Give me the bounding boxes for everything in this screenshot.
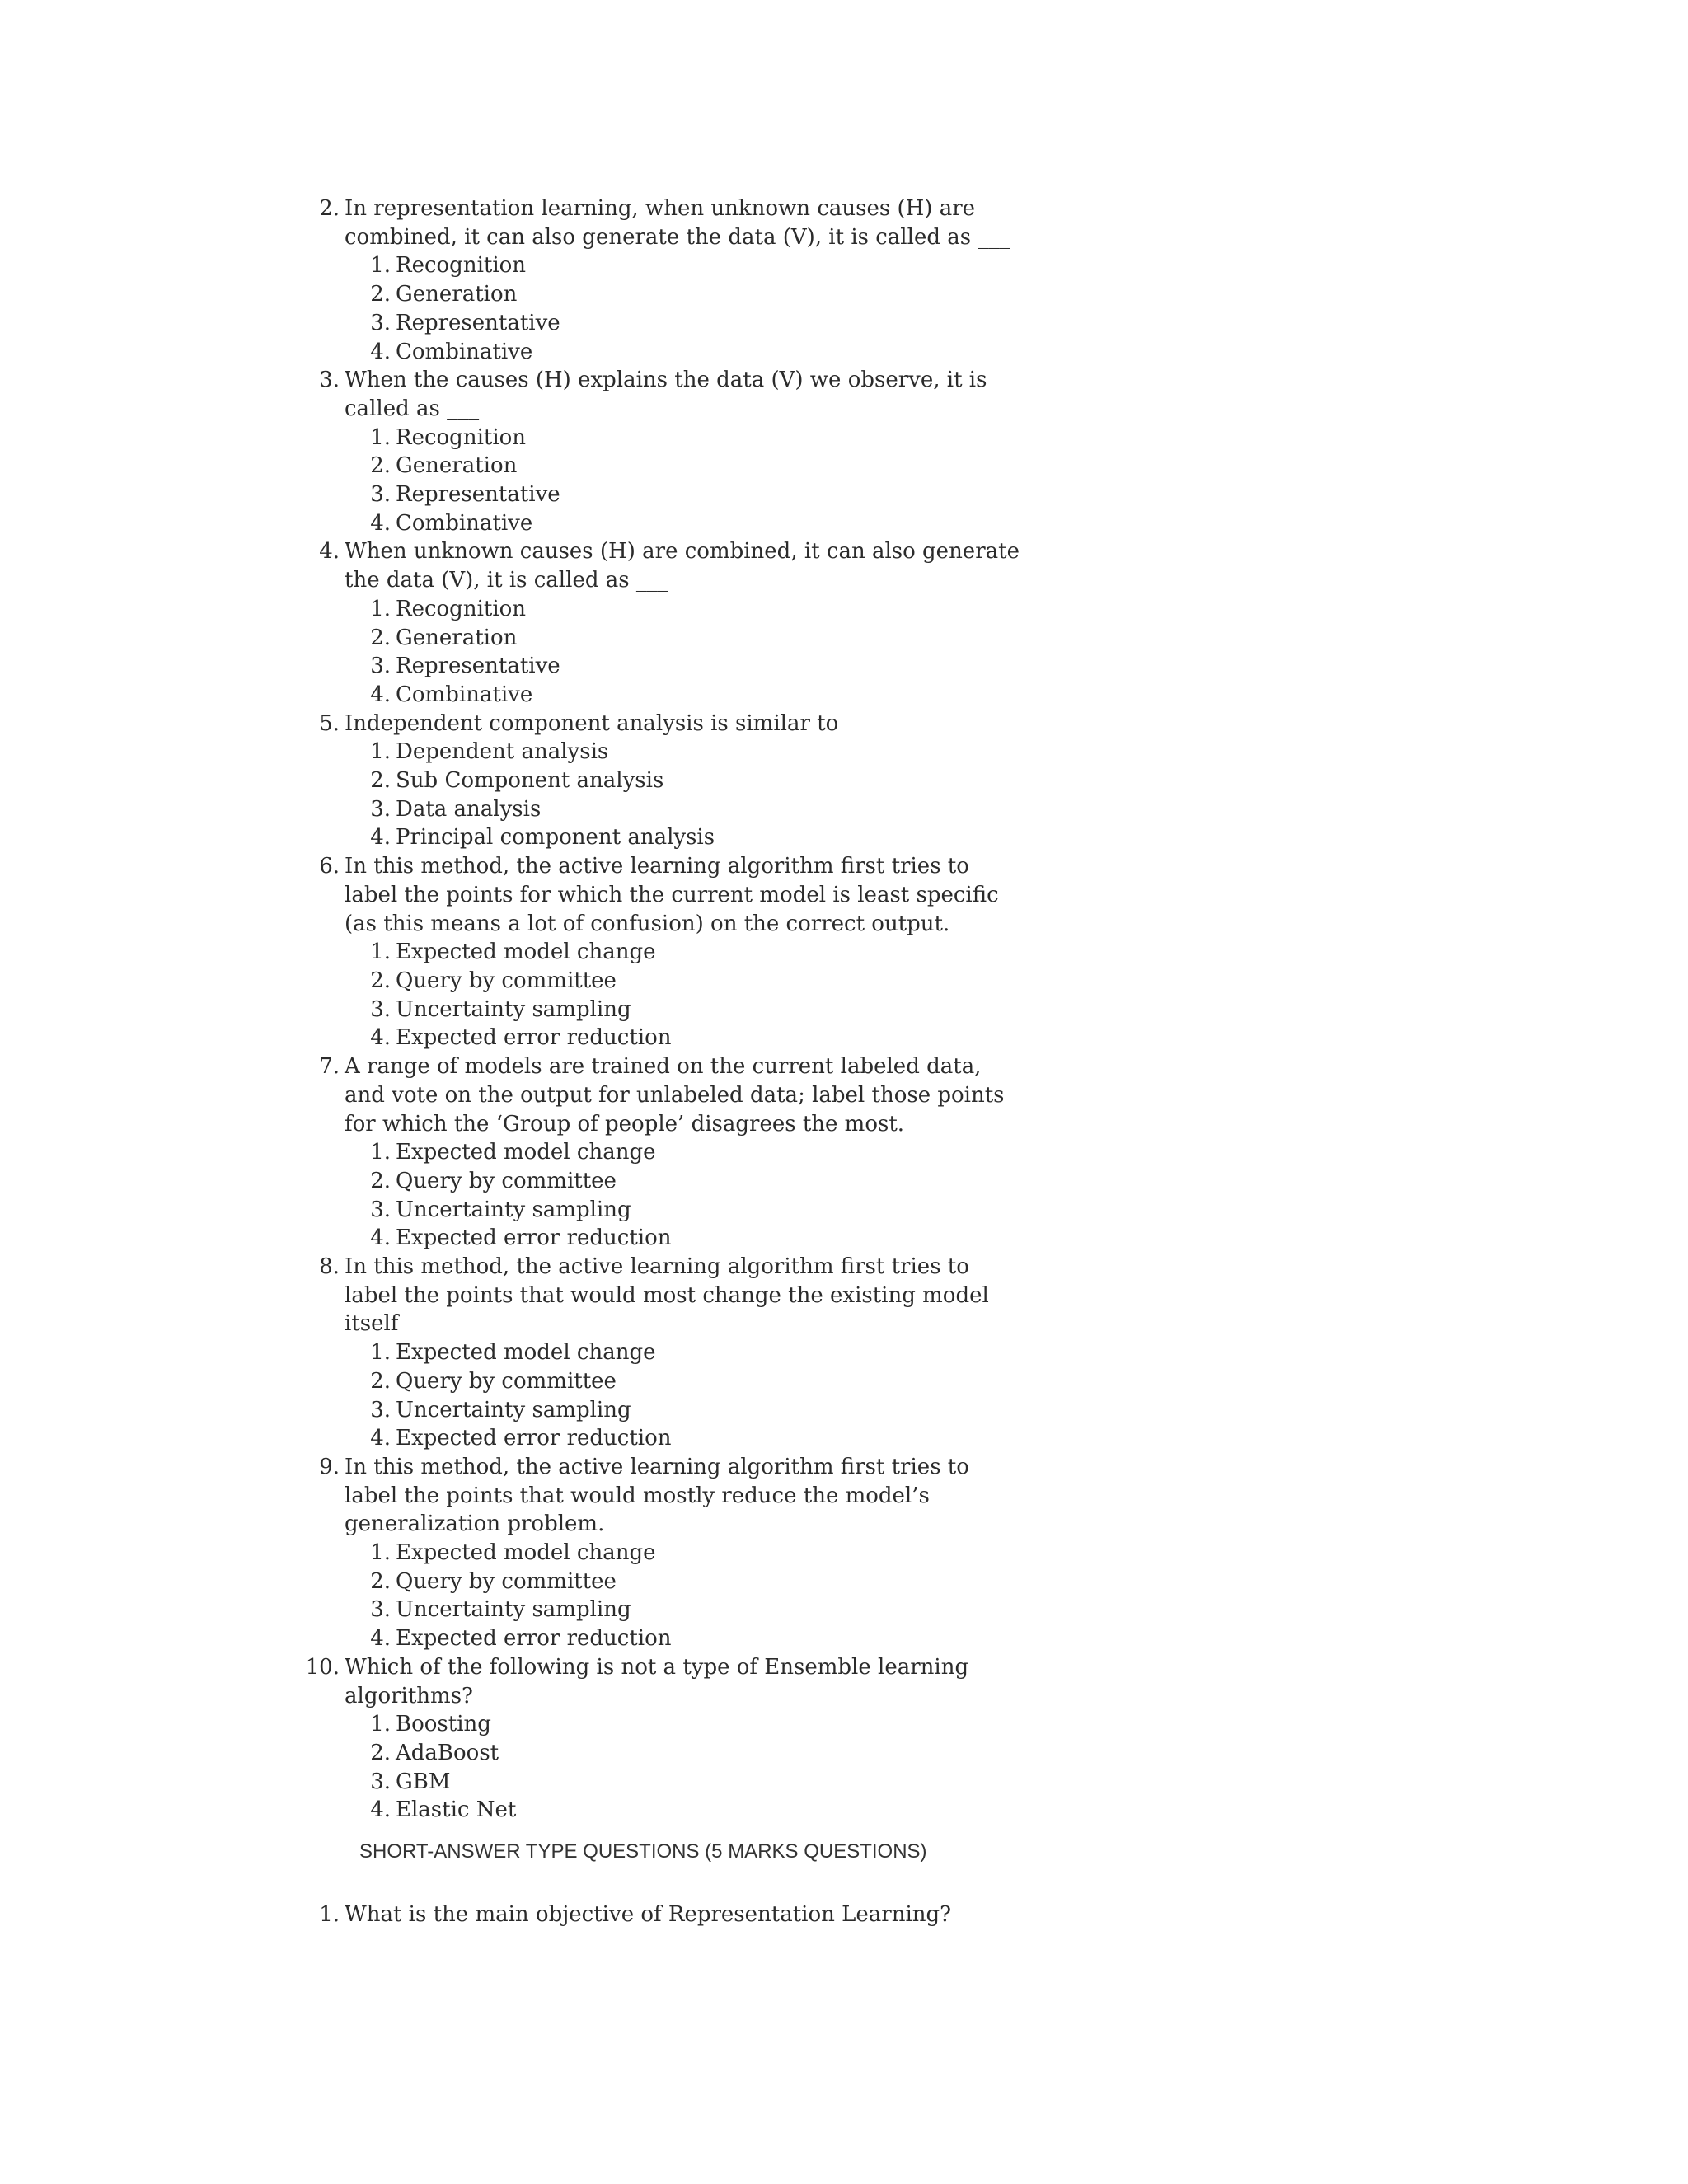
option-number: 4. bbox=[370, 825, 391, 851]
option-text: Recognition bbox=[396, 596, 527, 621]
question-item bbox=[319, 852, 1020, 1052]
option-item bbox=[370, 1196, 1020, 1225]
option-text: GBM bbox=[396, 1769, 451, 1794]
option-text: Representative bbox=[396, 654, 560, 679]
option-text: Combinative bbox=[396, 339, 533, 364]
option-number: 3. bbox=[370, 1397, 391, 1422]
option-item bbox=[370, 509, 1020, 538]
option-text: Expected error reduction bbox=[396, 1025, 672, 1051]
option-text: Query by committee bbox=[396, 968, 617, 993]
option-number: 2. bbox=[370, 1740, 391, 1765]
option-list bbox=[345, 938, 1020, 1052]
question-item bbox=[305, 1653, 1020, 1825]
question-text: Which of the following is not a type of Ensemble learning algorithms? bbox=[345, 1654, 969, 1708]
option-number: 3. bbox=[370, 996, 391, 1022]
question-item bbox=[319, 1453, 1020, 1653]
option-item bbox=[370, 338, 1020, 367]
option-number: 3. bbox=[370, 482, 391, 508]
option-item bbox=[370, 938, 1020, 967]
option-text: Expected model change bbox=[396, 1340, 656, 1366]
option-item bbox=[370, 738, 1020, 766]
option-number: 3. bbox=[370, 796, 391, 822]
option-number: 3. bbox=[370, 1597, 391, 1623]
option-number: 4. bbox=[370, 510, 391, 536]
option-number: 1. bbox=[370, 1340, 391, 1366]
option-text: Uncertainty sampling bbox=[396, 1397, 631, 1422]
question-text: In representation learning, when unknown causes (H) are combined, it can also generate the data (V), it is called as ___ bbox=[345, 196, 1010, 250]
option-item bbox=[370, 823, 1020, 852]
option-text: Uncertainty sampling bbox=[396, 996, 631, 1022]
option-item bbox=[370, 996, 1020, 1024]
question-item bbox=[319, 366, 1020, 537]
option-list bbox=[345, 424, 1020, 538]
question-number: 9. bbox=[319, 1454, 340, 1479]
option-number: 4. bbox=[370, 1797, 391, 1823]
option-list bbox=[345, 1138, 1020, 1253]
option-text: Expected error reduction bbox=[396, 1626, 672, 1652]
option-text: Generation bbox=[396, 453, 518, 479]
option-item bbox=[370, 1796, 1020, 1825]
option-item bbox=[370, 424, 1020, 452]
question-item bbox=[319, 1052, 1020, 1253]
question-number: 6. bbox=[319, 854, 340, 879]
option-text: Representative bbox=[396, 310, 560, 335]
option-item bbox=[370, 967, 1020, 996]
question-text: When unknown causes (H) are combined, it can also generate the data (V), it is called as ___ bbox=[345, 539, 1020, 593]
option-item bbox=[370, 1424, 1020, 1453]
option-text: Elastic Net bbox=[396, 1797, 517, 1823]
question-text: In this method, the active learning algorithm first tries to label the points for which the current model is least specific (as this means a lot of confusion) on the correct output. bbox=[345, 854, 999, 936]
option-text: Representative bbox=[396, 482, 560, 508]
option-text: Generation bbox=[396, 625, 518, 650]
option-number: 4. bbox=[370, 339, 391, 364]
option-text: Expected model change bbox=[396, 940, 656, 965]
option-number: 4. bbox=[370, 682, 391, 707]
question-number: 4. bbox=[319, 539, 340, 565]
question-number: 5. bbox=[319, 710, 340, 736]
option-number: 1. bbox=[370, 739, 391, 765]
option-text: Uncertainty sampling bbox=[396, 1197, 631, 1222]
option-item bbox=[370, 1396, 1020, 1425]
option-item bbox=[370, 595, 1020, 624]
option-list bbox=[345, 251, 1020, 366]
question-text: In this method, the active learning algorithm first tries to label the points that would most change the existing model itself bbox=[345, 1254, 989, 1337]
option-text: Generation bbox=[396, 282, 518, 307]
option-number: 1. bbox=[370, 940, 391, 965]
option-list bbox=[345, 1710, 1020, 1825]
question-number: 2. bbox=[319, 196, 340, 221]
option-item bbox=[370, 1568, 1020, 1596]
option-number: 3. bbox=[370, 310, 391, 335]
option-item bbox=[370, 251, 1020, 280]
option-number: 2. bbox=[370, 453, 391, 479]
option-number: 1. bbox=[370, 1140, 391, 1165]
option-list bbox=[345, 595, 1020, 710]
option-number: 2. bbox=[370, 1568, 391, 1594]
option-list bbox=[345, 738, 1020, 852]
option-number: 1. bbox=[370, 1712, 391, 1737]
option-number: 4. bbox=[370, 1025, 391, 1051]
option-item bbox=[370, 1224, 1020, 1253]
option-item bbox=[370, 624, 1020, 653]
option-text: Principal component analysis bbox=[396, 825, 715, 851]
question-item bbox=[319, 1253, 1020, 1453]
option-item bbox=[370, 480, 1020, 509]
short-answer-question-list bbox=[319, 1900, 1020, 1929]
question-number: 7. bbox=[319, 1054, 340, 1080]
option-text: Query by committee bbox=[396, 1368, 617, 1394]
question-text: When the causes (H) explains the data (V) we observe, it is called as ___ bbox=[345, 368, 987, 421]
option-item bbox=[370, 766, 1020, 795]
option-number: 1. bbox=[370, 596, 391, 621]
question-text: A range of models are trained on the current labeled data, and vote on the output for unlabeled data; label those points for which the ‘Group of people’ disagrees the most. bbox=[345, 1054, 1005, 1137]
question-item bbox=[319, 710, 1020, 853]
option-number: 2. bbox=[370, 1168, 391, 1193]
option-item bbox=[370, 1338, 1020, 1367]
question-number: 1. bbox=[319, 1902, 340, 1927]
option-text: Data analysis bbox=[396, 796, 542, 822]
option-text: Expected error reduction bbox=[396, 1426, 672, 1451]
option-item bbox=[370, 452, 1020, 480]
option-item bbox=[370, 1739, 1020, 1768]
option-number: 4. bbox=[370, 1226, 391, 1251]
question-number: 3. bbox=[319, 368, 340, 393]
option-text: Sub Component analysis bbox=[396, 768, 664, 794]
option-number: 3. bbox=[370, 1197, 391, 1222]
option-text: Recognition bbox=[396, 253, 527, 279]
option-item bbox=[370, 1138, 1020, 1167]
question-item bbox=[319, 1900, 1020, 1929]
option-number: 3. bbox=[370, 654, 391, 679]
option-number: 4. bbox=[370, 1626, 391, 1652]
option-text: AdaBoost bbox=[396, 1740, 499, 1765]
option-item bbox=[370, 1624, 1020, 1653]
option-text: Recognition bbox=[396, 424, 527, 450]
question-text: What is the main objective of Representation Learning? bbox=[345, 1902, 952, 1927]
option-item bbox=[370, 652, 1020, 681]
option-item bbox=[370, 280, 1020, 309]
section-heading: SHORT-ANSWER TYPE QUESTIONS (5 MARKS QUESTIONS) bbox=[359, 1840, 927, 1863]
option-number: 1. bbox=[370, 253, 391, 279]
question-number: 8. bbox=[319, 1254, 340, 1280]
option-list bbox=[345, 1338, 1020, 1453]
option-item bbox=[370, 1367, 1020, 1396]
question-item bbox=[319, 194, 1020, 366]
option-number: 3. bbox=[370, 1769, 391, 1794]
option-item bbox=[370, 795, 1020, 824]
option-item bbox=[370, 1167, 1020, 1196]
question-text: Independent component analysis is similar to bbox=[345, 710, 839, 736]
option-number: 1. bbox=[370, 424, 391, 450]
option-text: Combinative bbox=[396, 510, 533, 536]
option-number: 2. bbox=[370, 1368, 391, 1394]
option-text: Combinative bbox=[396, 682, 533, 707]
option-number: 2. bbox=[370, 282, 391, 307]
option-text: Expected model change bbox=[396, 1540, 656, 1566]
option-number: 4. bbox=[370, 1426, 391, 1451]
option-text: Query by committee bbox=[396, 1168, 617, 1193]
option-item bbox=[370, 1024, 1020, 1052]
option-item bbox=[370, 1768, 1020, 1797]
option-item bbox=[370, 1539, 1020, 1568]
option-text: Dependent analysis bbox=[396, 739, 609, 765]
option-number: 2. bbox=[370, 968, 391, 993]
option-text: Expected error reduction bbox=[396, 1226, 672, 1251]
option-item bbox=[370, 1596, 1020, 1624]
option-text: Boosting bbox=[396, 1712, 491, 1737]
option-text: Query by committee bbox=[396, 1568, 617, 1594]
question-item bbox=[319, 537, 1020, 709]
option-text: Uncertainty sampling bbox=[396, 1597, 631, 1623]
option-list bbox=[345, 1539, 1020, 1653]
option-item bbox=[370, 309, 1020, 338]
mcq-question-list bbox=[305, 194, 1020, 1825]
option-text: Expected model change bbox=[396, 1140, 656, 1165]
option-number: 2. bbox=[370, 768, 391, 794]
option-item bbox=[370, 1710, 1020, 1739]
option-item bbox=[370, 681, 1020, 710]
question-text: In this method, the active learning algorithm first tries to label the points that would mostly reduce the model’s generalization problem. bbox=[345, 1454, 969, 1537]
option-number: 2. bbox=[370, 625, 391, 650]
question-number: 10. bbox=[305, 1654, 340, 1680]
option-number: 1. bbox=[370, 1540, 391, 1566]
